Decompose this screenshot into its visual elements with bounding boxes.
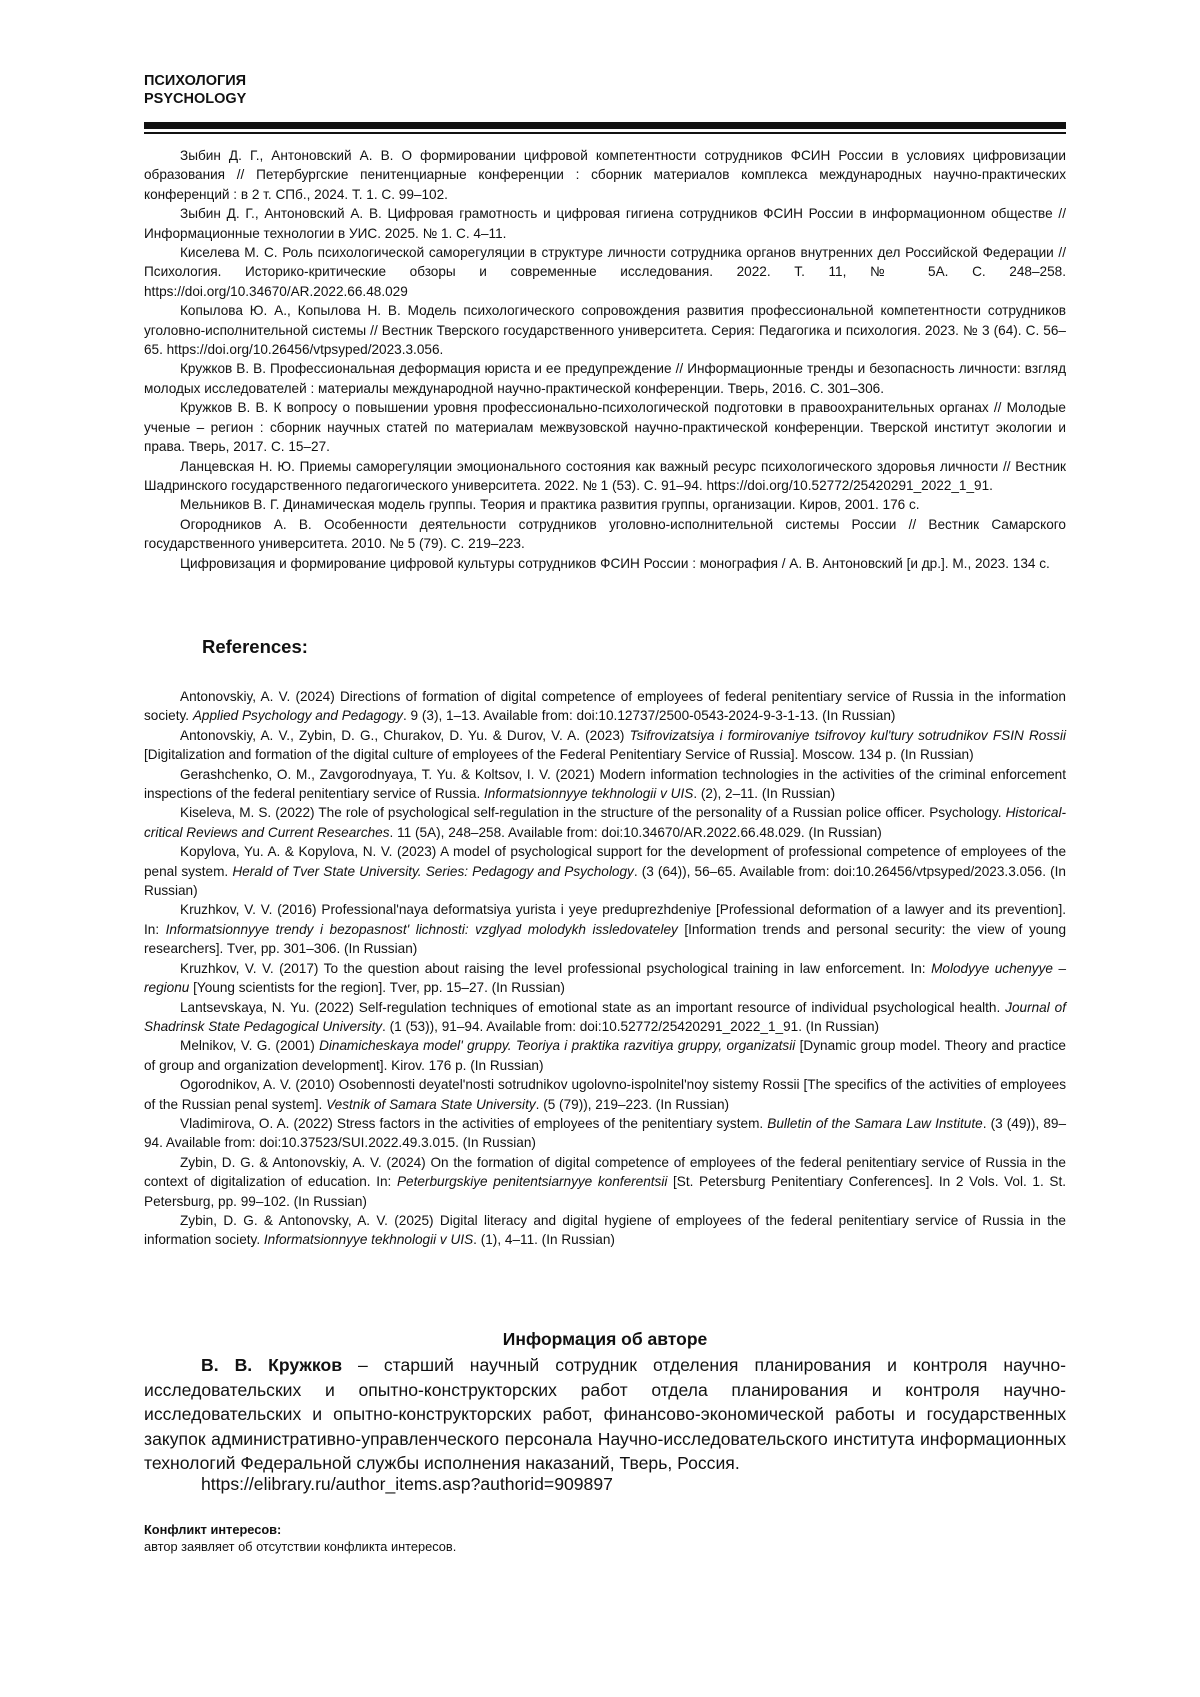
reference-text: . (1), 4–11. (In Russian) <box>473 1232 615 1248</box>
header-rule-thin <box>144 132 1066 134</box>
reference-ru-item: Кружков В. В. К вопросу о повышении уровня профессионально-психологической подготовки в правоохранительных органах // Молодые ученые – регион : сборник научных статей по материалам межвузовской научно-практической конференции. Тверской институт экологии и права. Тверь, 2017. С. 15–27. <box>144 400 1066 455</box>
reference-source-title: Herald of Tver State University. Series: Pedagogy and Psychology <box>232 863 634 879</box>
reference-text: . 9 (3), 1–13. Available from: doi:10.12737/2500-0543-2024-9-3-1-13. (In Russian) <box>402 708 896 724</box>
header-section-en: PSYCHOLOGY <box>144 91 247 107</box>
reference-source-title: Applied Psychology and Pedagogy <box>192 708 403 724</box>
conflict-of-interest-text: автор заявляет об отсутствии конфликта интересов. <box>144 1539 457 1554</box>
reference-text: [Young scientists for the region]. Tver, pp. 15–27. (In Russian) <box>189 980 565 996</box>
author-description: – старший научный сотрудник отделения планирования и контроля научно-исследовательских и опытно-конструкторских работ отдела планирования и контроля научно-исследовательских и опытно-конструкторских работ, финансово-экономической работы и государственных закупок административно-управленческого персонала Научно-исследовательского института информационных технологий Федеральной службы исполнения наказаний, Тверь, Россия. <box>144 1355 1067 1474</box>
reference-text: . (5 (79)), 219–223. (In Russian) <box>535 1096 730 1112</box>
reference-text: Zybin, D. G. & Antonovskiy, A. V. (2024) On the formation of digital competence of employees of the federal penitentiary service of Russia in the context of digitalization of education. In: <box>144 1154 1066 1190</box>
author-name: В. В. Кружков <box>201 1355 343 1375</box>
author-info-heading: Информация об авторе <box>502 1329 708 1349</box>
reference-text: Lantsevskaya, N. Yu. (2022) Self-regulation techniques of emotional state as an important resource of individual psychological health. <box>180 999 1006 1015</box>
reference-source-title: Journal of Shadrinsk State Pedagogical University <box>144 999 1066 1034</box>
reference-text: Ogorodnikov, A. V. (2010) Osobennosti deyatel'nosti sotrudnikov ugolovno-ispolnitel'noy sistemy Rossii [The specifics of the activities of employees of the Russian penal system]. <box>144 1077 1066 1112</box>
reference-source-title: Dinamicheskaya model' gruppy. Teoriya i praktika razvitiya gruppy, organizatsii <box>319 1038 796 1054</box>
reference-source-title: Historical-critical Reviews and Current Researches <box>144 805 1066 840</box>
reference-text: Zybin, D. G. & Antonovsky, A. V. (2025) Digital literacy and digital hygiene of employees of the federal penitentiary service of Russia in the information society. <box>144 1212 1066 1248</box>
reference-en-item <box>144 998 1066 1037</box>
references-ru-list <box>144 146 1066 573</box>
reference-en-item <box>144 687 1066 726</box>
reference-text: Vladimirova, O. A. (2022) Stress factors in the activities of employees of the penitentiary system. <box>180 1115 768 1131</box>
reference-en-item <box>144 1114 1066 1153</box>
references-heading: References: <box>202 636 308 657</box>
author-profile-link[interactable]: https://elibrary.ru/author_items.asp?authorid=909897 <box>201 1474 613 1494</box>
reference-ru-item: Ланцевская Н. Ю. Приемы саморегуляции эмоционального состояния как важный ресурс психологического здоровья личности // Вестник Шадринского государственного педагогического университета. 2022. № 1 (53). С. 91–94. https://doi.org/10.52772/25420291_2022_1_91. <box>144 458 1066 493</box>
reference-ru-item: Зыбин Д. Г., Антоновский А. В. О формировании цифровой компетентности сотрудников ФСИН России в условиях цифровизации образования // Петербургские пенитенциарные конференции : сборник материалов комплекса международных научно-практических конференций : в 2 т. СПб., 2024. Т. 1. С. 99–102. <box>144 148 1066 202</box>
reference-text: . 11 (5A), 248–258. Available from: doi:10.34670/AR.2022.66.48.029. (In Russian) <box>389 824 882 840</box>
reference-text: Kiseleva, M. S. (2022) The role of psychological self-regulation in the structure of the personality of a Russian police officer. Psychology. <box>180 805 1006 821</box>
reference-en-item <box>144 1075 1066 1114</box>
header-section-ru: ПСИХОЛОГИЯ <box>144 73 247 89</box>
reference-en-item <box>144 1211 1066 1250</box>
reference-en-item <box>144 1153 1066 1211</box>
reference-ru-item: Мельников В. Г. Динамическая модель группы. Теория и практика развития группы, организации. Киров, 2001. 176 с. <box>180 497 920 513</box>
reference-text: Gerashchenko, O. M., Zavgorodnyaya, T. Yu. & Koltsov, I. V. (2021) Modern information technologies in the activities of the criminal enforcement inspections of the federal penitentiary service of Russia. <box>144 766 1066 802</box>
reference-source-title: Bulletin of the Samara Law Institute <box>767 1115 983 1131</box>
reference-ru-item: Копылова Ю. А., Копылова Н. В. Модель психологического сопровождения развития профессиональной компетентности сотрудников уголовно-исполнительной системы // Вестник Тверского государственного университета. Серия: Педагогика и психология. 2023. № 3 (64). С. 56–65. https://doi.org/10.26456/vtpsyped/2023.3.056. <box>144 303 1066 358</box>
reference-text: [St. Petersburg Penitentiary Conferences]. In 2 Vols. Vol. 1. St. Petersburg, pp. 99–102. (In Russian) <box>144 1174 1066 1209</box>
reference-source-title: Tsifrovizatsiya i formirovaniye tsifrovoy kul'tury sotrudnikov FSIN Rossii <box>629 727 1066 743</box>
reference-text: . (1 (53)), 91–94. Available from: doi:10.52772/25420291_2022_1_91. (In Russian) <box>382 1018 880 1034</box>
reference-ru-item: Кружков В. В. Профессиональная деформация юриста и ее предупреждение // Информационные тренды и безопасность личности: взгляд молодых исследователей : материалы международной научно-практической конференции. Тверь, 2016. С. 301–306. <box>144 361 1066 396</box>
reference-text: . (3 (64)), 56–65. Available from: doi:10.26456/vtpsyped/2023.3.056. (In Russian) <box>144 863 1066 899</box>
reference-source-title: Informatsionnyye tekhnologii v UIS <box>484 786 694 802</box>
reference-text: Antonovskiy, A. V. (2024) Directions of formation of digital competence of employees of federal penitentiary service of Russia in the information society. <box>144 689 1066 724</box>
reference-en-item <box>144 765 1066 804</box>
reference-text: Antonovskiy, A. V., Zybin, D. G., Churakov, D. Yu. & Durov, V. A. (2023) <box>180 727 630 743</box>
reference-text: Kopylova, Yu. A. & Kopylova, N. V. (2023) A model of psychological support for the development of professional competence of employees of the penal system. <box>144 844 1066 879</box>
reference-text: . (3 (49)), 89–94. Available from: doi:10.37523/SUI.2022.49.3.015. (In Russian) <box>144 1115 1067 1151</box>
reference-text: [Information trends and personal security: the view of young researchers]. Tver, pp. 301–306. (In Russian) <box>144 921 1066 957</box>
reference-ru-item: Зыбин Д. Г., Антоновский А. В. Цифровая грамотность и цифровая гигиена сотрудников ФСИН России в информационном обществе // Информационные технологии в УИС. 2025. № 1. С. 4–11. <box>144 206 1066 241</box>
reference-text: [Dynamic group model. Theory and practice of group and organization development]. Kirov. 176 p. (In Russian) <box>144 1038 1066 1073</box>
reference-source-title: Peterburgskiye penitentsiarnyye konferentsii <box>396 1174 668 1190</box>
reference-text: Melnikov, V. G. (2001) <box>180 1038 320 1054</box>
reference-source-title: Vestnik of Samara State University <box>326 1096 536 1112</box>
author-info <box>144 1353 1066 1476</box>
reference-en-item <box>144 959 1066 998</box>
reference-text: . (2), 2–11. (In Russian) <box>693 786 836 802</box>
reference-text: [Digitalization and formation of the digital culture of employees of the Federal Penitentiary Service of Russia]. Moscow. 134 p. (In Russian) <box>144 747 974 763</box>
reference-text: Kruzhkov, V. V. (2017) To the question about raising the level professional psychological training in law enforcement. In: <box>180 960 932 976</box>
running-header <box>144 72 246 108</box>
reference-text: Kruzhkov, V. V. (2016) Professional'naya deformatsiya yurista i yeye preduprezhdeniye [Professional deformation of a lawyer and its prevention]. In: <box>144 902 1066 937</box>
reference-source-title: Informatsionnyye tekhnologii v UIS <box>263 1232 474 1248</box>
header-rule-thick <box>144 122 1066 129</box>
reference-source-title: Molodyye uchenyye – regionu <box>144 960 1066 996</box>
reference-en-item <box>144 900 1066 958</box>
author-paragraph <box>144 1353 1066 1476</box>
reference-en-item <box>144 726 1066 765</box>
reference-ru-item: Киселева М. С. Роль психологической саморегуляции в структуре личности сотрудника органов внутренних дел Российской Федерации // Психология. Историко-критические обзоры и современные исследования. 2022. Т. 11, № 5А. С. 248–258. https://doi.org/10.34670/AR.2022.66.48.029 <box>144 245 1066 299</box>
reference-ru-item: Цифровизация и формирование цифровой культуры сотрудников ФСИН России : монография / А. В. Антоновский [и др.]. М., 2023. 134 с. <box>180 555 1050 571</box>
reference-en-item <box>144 842 1066 900</box>
reference-ru-item: Огородников А. В. Особенности деятельности сотрудников уголовно-исполнительной системы России // Вестник Самарского государственного университета. 2010. № 5 (79). С. 219–223. <box>144 516 1066 552</box>
conflict-of-interest-title: Конфликт интересов: <box>144 1522 282 1537</box>
reference-source-title: Informatsionnyye trendy i bezopasnost' lichnosti: vzglyad molodykh issledovateley <box>165 921 678 937</box>
reference-en-item <box>144 803 1066 842</box>
reference-en-item <box>144 1036 1066 1075</box>
references-en-list <box>144 687 1066 1250</box>
